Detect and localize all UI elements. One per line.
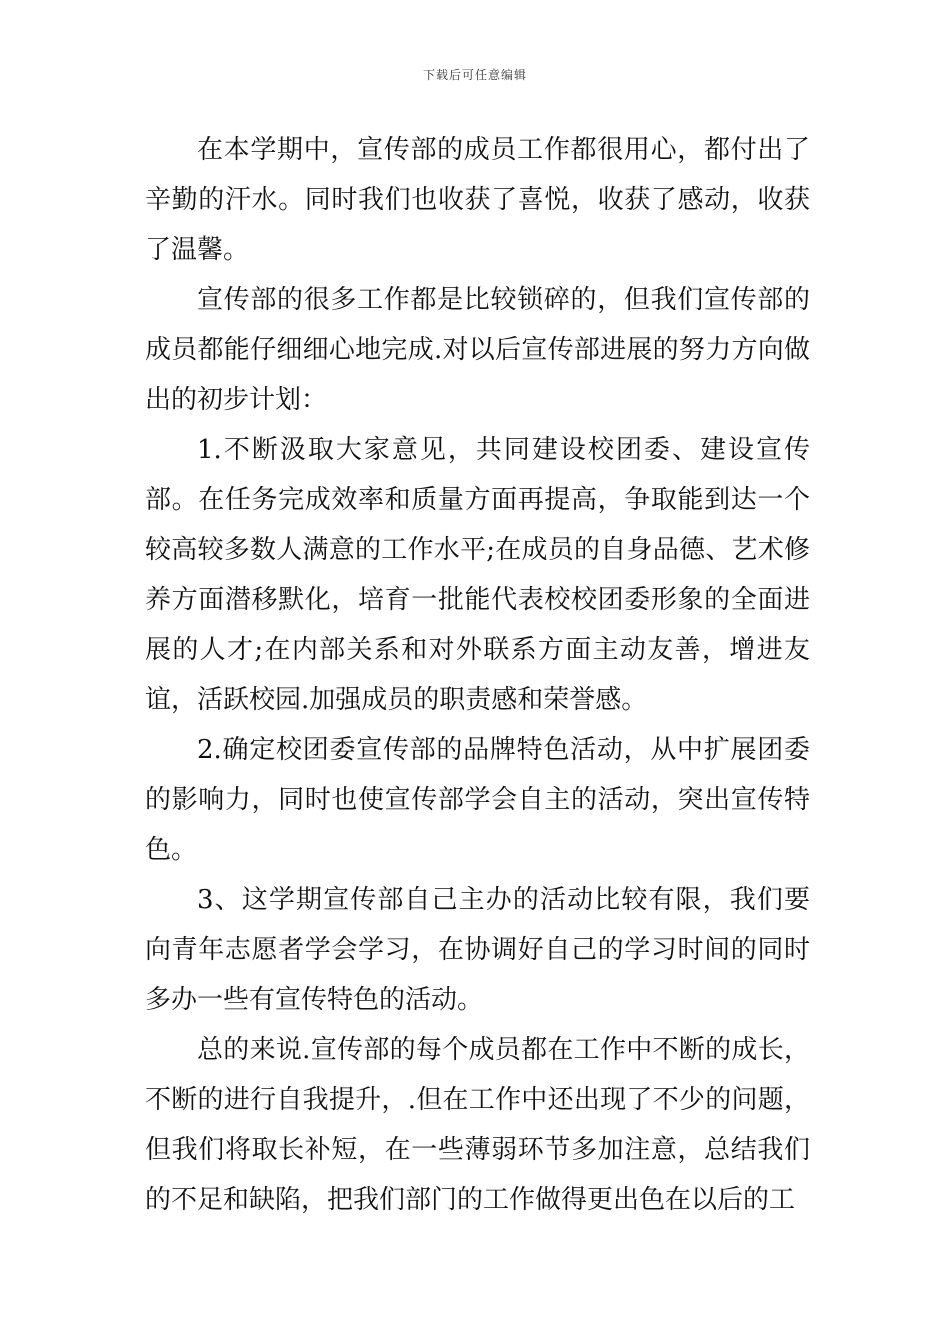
paragraph-4: 2.确定校团委宣传部的品牌特色活动，从中扩展团委的影响力，同时也使宣传部学会自主的活动，突出宣传特色。 xyxy=(145,735,810,865)
header-note: 下载后可任意编辑 xyxy=(422,68,527,82)
paragraph-6: 总的来说.宣传部的每个成员都在工作中不断的成长，不断的进行自我提升，.但在工作中还出现了不少的问题，但我们将取长补短，在一些薄弱环节多加注意，总结我们的不足和缺陷，把我们部门的工作做得更出色在以后的工 xyxy=(145,1035,810,1215)
paragraph-2: 宣传部的很多工作都是比较锁碎的，但我们宣传部的成员都能仔细细心地完成.对以后宣传部进展的努力方向做出的初步计划： xyxy=(145,285,810,415)
paragraph-3: 1.不断汲取大家意见，共同建设校团委、建设宣传部。在任务完成效率和质量方面再提高，争取能到达一个较高较多数人满意的工作水平;在成员的自身品德、艺术修养方面潜移默化，培育一批能代表校校团委形象的全面进展的人才;在内部关系和对外联系方面主动友善，增进友谊，活跃校园.加强成员的职责感和荣誉感。 xyxy=(145,435,810,715)
paragraph-1: 在本学期中，宣传部的成员工作都很用心，都付出了辛勤的汗水。同时我们也收获了喜悦，收获了感动，收获了温馨。 xyxy=(145,135,810,265)
paragraph-5: 3、这学期宣传部自己主办的活动比较有限，我们要向青年志愿者学会学习，在协调好自己的学习时间的同时多办一些有宣传特色的活动。 xyxy=(145,885,810,1015)
document-body xyxy=(145,125,810,1225)
